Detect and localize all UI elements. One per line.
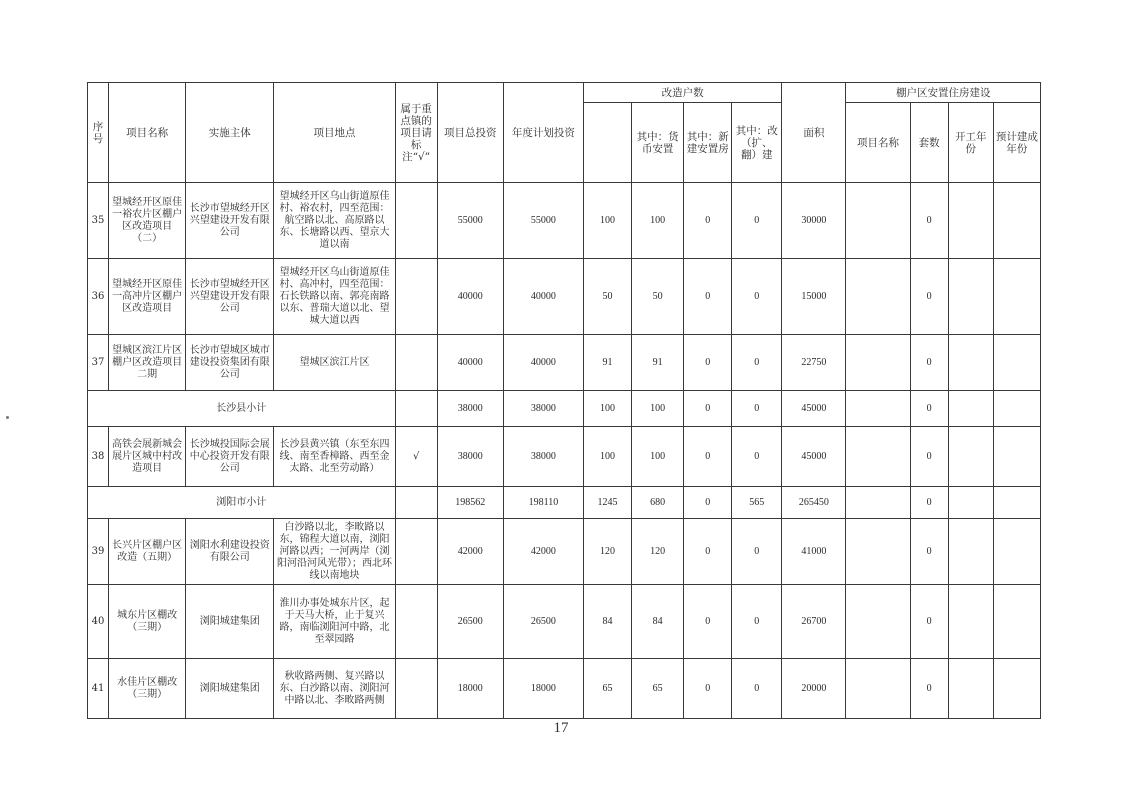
cell-seq: 35	[88, 183, 109, 259]
cell-renovate: 0	[732, 519, 782, 585]
cell-area: 30000	[782, 183, 846, 259]
cell-name: 望城区滨江片区棚户区改造项目二期	[109, 335, 186, 391]
table-row	[88, 519, 1041, 585]
cell-location: 望城经开区乌山街道原佳村、裕农村，四至范围：航空路以北、高原路以东、长塘路以西、望京大道以南	[274, 183, 395, 259]
cell-new-build: 0	[684, 659, 732, 719]
cell-annual: 40000	[503, 335, 583, 391]
cell-annual: 198110	[503, 487, 583, 519]
cell-new-build: 0	[684, 259, 732, 335]
cell-housing-name	[846, 427, 910, 487]
header-housing-group: 棚户区安置住房建设	[846, 83, 1041, 103]
cell-start-year	[948, 391, 993, 427]
cell-new-build: 0	[684, 487, 732, 519]
header-start-year: 开工年份	[948, 103, 993, 183]
header-name: 项目名称	[109, 83, 186, 183]
header-area: 面积	[782, 83, 846, 183]
cell-annual: 55000	[503, 183, 583, 259]
cell-households: 100	[583, 391, 631, 427]
header-households-total	[583, 103, 631, 183]
cell-seq: 38	[88, 427, 109, 487]
cell-finish-year	[993, 259, 1040, 335]
cell-monetary: 84	[632, 585, 684, 659]
cell-households: 1245	[583, 487, 631, 519]
cell-monetary: 120	[632, 519, 684, 585]
cell-location: 望城区滨江片区	[274, 335, 395, 391]
table-row	[88, 585, 1041, 659]
header-location: 项目地点	[274, 83, 395, 183]
cell-key-town	[395, 391, 437, 427]
cell-renovate: 565	[732, 487, 782, 519]
cell-annual: 18000	[503, 659, 583, 719]
cell-location: 白沙路以北，李畋路以东，锦程大道以南，浏阳河路以西；一河两岸（浏阳河沿河风光带）；西北环线以南地块	[274, 519, 395, 585]
cell-name: 望城经开区原佳一高冲片区棚户区改造项目	[109, 259, 186, 335]
cell-start-year	[948, 585, 993, 659]
cell-annual: 38000	[503, 391, 583, 427]
subtotal-row-changsha	[88, 391, 1041, 427]
cell-monetary: 100	[632, 427, 684, 487]
header-new-build: 其中：新建安置房	[684, 103, 732, 183]
cell-entity: 长沙市望城经开区兴望建设开发有限公司	[186, 259, 274, 335]
cell-units: 0	[910, 335, 948, 391]
cell-renovate: 0	[732, 585, 782, 659]
header-key-town: 属于重点镇的项目请标注“√”	[395, 83, 437, 183]
header-seq: 序号	[88, 83, 109, 183]
cell-seq: 40	[88, 585, 109, 659]
cell-area: 22750	[782, 335, 846, 391]
header-entity: 实施主体	[186, 83, 274, 183]
cell-renovate: 0	[732, 659, 782, 719]
cell-name: 望城经开区原佳一裕农片区棚户区改造项目（二）	[109, 183, 186, 259]
cell-renovate: 0	[732, 335, 782, 391]
cell-key-town	[395, 519, 437, 585]
cell-entity: 浏阳水利建设投资有限公司	[186, 519, 274, 585]
cell-start-year	[948, 427, 993, 487]
cell-finish-year	[993, 427, 1040, 487]
cell-key-town	[395, 585, 437, 659]
subtotal-row-liuyang	[88, 487, 1041, 519]
cell-key-town	[395, 487, 437, 519]
cell-housing-name	[846, 183, 910, 259]
cell-units: 0	[910, 259, 948, 335]
table-row	[88, 659, 1041, 719]
cell-total: 38000	[437, 427, 503, 487]
cell-seq: 37	[88, 335, 109, 391]
cell-units: 0	[910, 519, 948, 585]
header-row-1	[88, 83, 1041, 103]
cell-monetary: 100	[632, 391, 684, 427]
table-row	[88, 335, 1041, 391]
cell-total: 40000	[437, 335, 503, 391]
cell-households: 100	[583, 427, 631, 487]
cell-total: 38000	[437, 391, 503, 427]
cell-households: 91	[583, 335, 631, 391]
scan-speck	[6, 416, 9, 419]
cell-total: 198562	[437, 487, 503, 519]
cell-annual: 38000	[503, 427, 583, 487]
cell-households: 100	[583, 183, 631, 259]
cell-finish-year	[993, 585, 1040, 659]
cell-entity: 浏阳城建集团	[186, 585, 274, 659]
cell-households: 65	[583, 659, 631, 719]
cell-units: 0	[910, 659, 948, 719]
cell-units: 0	[910, 585, 948, 659]
cell-key-town	[395, 259, 437, 335]
cell-total: 55000	[437, 183, 503, 259]
cell-finish-year	[993, 183, 1040, 259]
cell-renovate: 0	[732, 391, 782, 427]
cell-name: 高铁会展新城会展片区城中村改造项目	[109, 427, 186, 487]
cell-seq: 39	[88, 519, 109, 585]
cell-finish-year	[993, 659, 1040, 719]
cell-location: 长沙县黄兴镇（东至东四线、南至香樟路、西至金太路、北至劳动路）	[274, 427, 395, 487]
cell-total: 26500	[437, 585, 503, 659]
page-number: 17	[553, 720, 569, 736]
cell-name: 水佳片区棚改（三期）	[109, 659, 186, 719]
cell-area: 41000	[782, 519, 846, 585]
cell-area: 45000	[782, 391, 846, 427]
cell-entity: 长沙市望城经开区兴望建设开发有限公司	[186, 183, 274, 259]
cell-units: 0	[910, 487, 948, 519]
cell-finish-year	[993, 335, 1040, 391]
cell-start-year	[948, 487, 993, 519]
cell-finish-year	[993, 519, 1040, 585]
cell-units: 0	[910, 427, 948, 487]
cell-housing-name	[846, 519, 910, 585]
cell-total: 18000	[437, 659, 503, 719]
cell-new-build: 0	[684, 585, 732, 659]
cell-location: 秋收路两侧、复兴路以东、白沙路以南、浏阳河中路以北、李畋路两侧	[274, 659, 395, 719]
cell-start-year	[948, 183, 993, 259]
cell-finish-year	[993, 391, 1040, 427]
cell-housing-name	[846, 391, 910, 427]
cell-location: 淮川办事处城东片区，起于天马大桥，止于复兴路，南临浏阳河中路，北至翠园路	[274, 585, 395, 659]
cell-area: 45000	[782, 427, 846, 487]
cell-monetary: 65	[632, 659, 684, 719]
cell-new-build: 0	[684, 519, 732, 585]
cell-location: 望城经开区乌山街道原佳村、高冲村，四至范围：石长铁路以南、郭亮南路以东、普瑞大道以北、望城大道以西	[274, 259, 395, 335]
header-households-group: 改造户数	[583, 83, 781, 103]
cell-entity: 长沙城投国际会展中心投资开发有限公司	[186, 427, 274, 487]
cell-area: 20000	[782, 659, 846, 719]
table-row	[88, 427, 1041, 487]
cell-seq: 41	[88, 659, 109, 719]
cell-area: 15000	[782, 259, 846, 335]
cell-monetary: 91	[632, 335, 684, 391]
header-renovate: 其中：改（扩、翻）建	[732, 103, 782, 183]
header-monetary: 其中：货币安置	[632, 103, 684, 183]
cell-units: 0	[910, 391, 948, 427]
cell-seq: 36	[88, 259, 109, 335]
header-units: 套数	[910, 103, 948, 183]
subtotal-label: 浏阳市小计	[88, 487, 396, 519]
cell-monetary: 100	[632, 183, 684, 259]
cell-renovate: 0	[732, 183, 782, 259]
cell-key-town	[395, 335, 437, 391]
header-finish-year: 预计建成年份	[993, 103, 1040, 183]
cell-households: 50	[583, 259, 631, 335]
cell-key-town	[395, 183, 437, 259]
cell-name: 城东片区棚改（三期）	[109, 585, 186, 659]
header-total-invest: 项目总投资	[437, 83, 503, 183]
cell-entity: 浏阳城建集团	[186, 659, 274, 719]
cell-households: 120	[583, 519, 631, 585]
header-housing-name: 项目名称	[846, 103, 910, 183]
cell-finish-year	[993, 487, 1040, 519]
cell-renovate: 0	[732, 259, 782, 335]
cell-start-year	[948, 259, 993, 335]
cell-area: 26700	[782, 585, 846, 659]
cell-housing-name	[846, 585, 910, 659]
cell-housing-name	[846, 259, 910, 335]
cell-key-town	[395, 659, 437, 719]
table-row	[88, 259, 1041, 335]
cell-total: 42000	[437, 519, 503, 585]
table-row	[88, 183, 1041, 259]
cell-total: 40000	[437, 259, 503, 335]
cell-renovate: 0	[732, 427, 782, 487]
cell-new-build: 0	[684, 427, 732, 487]
cell-start-year	[948, 659, 993, 719]
cell-new-build: 0	[684, 391, 732, 427]
cell-start-year	[948, 335, 993, 391]
cell-annual: 42000	[503, 519, 583, 585]
cell-start-year	[948, 519, 993, 585]
cell-new-build: 0	[684, 183, 732, 259]
cell-annual: 40000	[503, 259, 583, 335]
cell-housing-name	[846, 659, 910, 719]
cell-housing-name	[846, 335, 910, 391]
cell-monetary: 680	[632, 487, 684, 519]
cell-key-town: √	[395, 427, 437, 487]
cell-entity: 长沙市望城区城市建设投资集团有限公司	[186, 335, 274, 391]
cell-name: 长兴片区棚户区改造（五期）	[109, 519, 186, 585]
cell-households: 84	[583, 585, 631, 659]
subtotal-label: 长沙县小计	[88, 391, 396, 427]
cell-new-build: 0	[684, 335, 732, 391]
cell-housing-name	[846, 487, 910, 519]
cell-annual: 26500	[503, 585, 583, 659]
header-annual-invest: 年度计划投资	[503, 83, 583, 183]
project-table	[87, 82, 1041, 719]
cell-monetary: 50	[632, 259, 684, 335]
cell-units: 0	[910, 183, 948, 259]
cell-area: 265450	[782, 487, 846, 519]
